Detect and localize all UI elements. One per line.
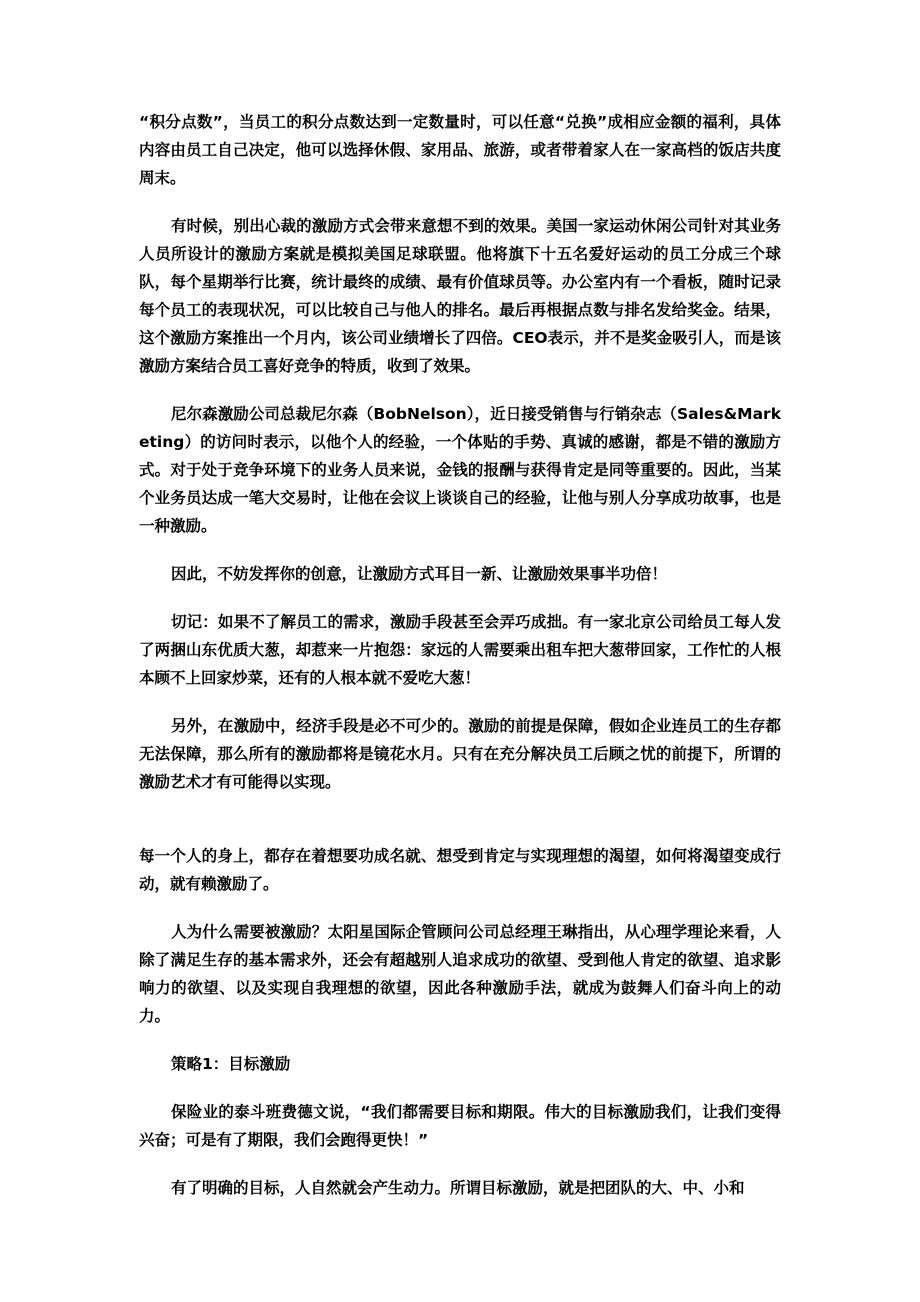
paragraph-welfare-points: “积分点数”，当员工的积分点数达到一定数量时，可以任意“兑换”成相应金额的福利，具体内容由员工自己决定，他可以选择休假、家用品、旅游，或者带着家人在一家高档的饭店共度周末。 (139, 113, 781, 187)
paragraph-why-motivate: 人为什么需要被激励？太阳星国际企管顾问公司总经理王琳指出，从心理学理论来看，人除了满足生存的基本需求外，还会有超越别人追求成功的欲望、受到他人肯定的欲望、追求影响力的欲望、以及实现自我理想的欲望，因此各种激励手法，就成为鼓舞人们奋斗向上的动力。 (139, 923, 781, 1025)
paragraph-goal-motivation: 有了明确的目标，人自然就会产生动力。所谓目标激励，就是把团队的大、中、小和 (171, 1179, 745, 1197)
paragraph-creativity: 因此，不妨发挥你的创意，让激励方式耳目一新、让激励效果事半功倍！ (171, 565, 668, 583)
section-heading-strategy-1: 策略1：目标激励 (171, 1055, 291, 1073)
paragraph-desire: 每一个人的身上，都存在着想要功成名就、想受到肯定与实现理想的渴望，如何将渴望变成行动，就有赖激励了。 (139, 847, 781, 893)
paragraph-unexpected-effect: 有时候，别出心裁的激励方式会带来意想不到的效果。美国一家运动休闲公司针对其业务人员所设计的激励方案就是模拟美国足球联盟。他将旗下十五名爱好运动的员工分成三个球队，每个星期举行比赛，统计最终的成绩、最有价值球员等。办公室内有一个看板，随时记录每个员工的表现状况，可以比较自己与他人的排名。最后再根据点数与排名发给奖金。结果，这个激励方案推出一个月内，该公司业绩增长了四倍。CEO表示，并不是奖金吸引人，而是该激励方案结合员工喜好竞争的特质，收到了效果。 (139, 217, 781, 375)
document-body (139, 108, 781, 1222)
paragraph-economic-means: 另外，在激励中，经济手段是必不可少的。激励的前提是保障，假如企业连员工的生存都无法保障，那么所有的激励都将是镜花水月。只有在充分解决员工后顾之忧的前提下，所谓的激励艺术才有可能得以实现。 (139, 717, 781, 791)
paragraph-quote: 保险业的泰斗班费德文说，“我们都需要目标和期限。伟大的目标激励我们，让我们变得兴奋；可是有了期限，我们会跑得更快！” (139, 1103, 781, 1149)
paragraph-caution: 切记：如果不了解员工的需求，激励手段甚至会弄巧成拙。有一家北京公司给员工每人发了两捆山东优质大葱，却惹来一片抱怨：家远的人需要乘出租车把大葱带回家，工作忙的人根本顾不上回家炒菜，还有的人根本就不爱吃大葱！ (139, 613, 781, 687)
paragraph-nelson: 尼尔森激励公司总裁尼尔森（BobNelson），近日接受销售与行销杂志（Sales&Marketing）的访问时表示，以他个人的经验，一个体贴的手势、真诚的感谢，都是不错的激励方式。对于处于竞争环境下的业务人员来说，金钱的报酬与获得肯定是同等重要的。因此，当某个业务员达成一笔大交易时，让他在会议上谈谈自己的经验，让他与别人分享成功故事，也是一种激励。 (139, 405, 781, 535)
